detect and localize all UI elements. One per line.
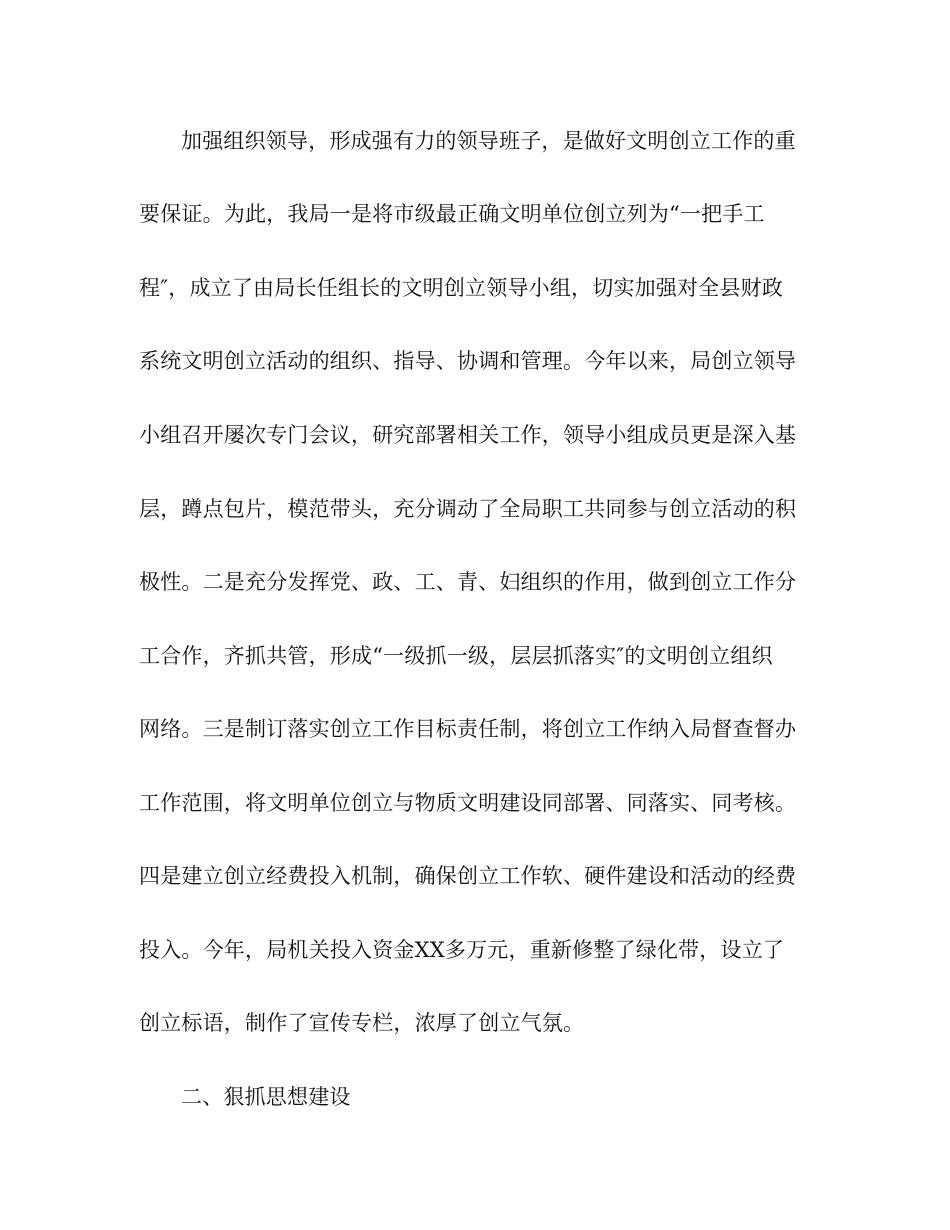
paragraph-line-1: 加强组织领导，形成强有力的领导班子，是做好文明创立工作的重 — [181, 129, 796, 153]
paragraph-line-7: 极性。二是充分发挥党、政、工、青、妇组织的作用，做到创立工作分 — [139, 570, 797, 594]
paragraph-line-5: 小组召开屡次专门会议，研究部署相关工作，领导小组成员更是深入基 — [139, 423, 797, 447]
paragraph-line-10: 工作范围，将文明单位创立与物质文明建设同部署、同落实、同考核。 — [139, 791, 797, 815]
paragraph-line-12: 投入。今年，局机关投入资金XX多万元，重新修整了绿化带，设立了 — [139, 938, 785, 962]
section-heading: 二、狠抓思想建设 — [181, 1085, 351, 1109]
paragraph-line-13: 创立标语，制作了宣传专栏，浓厚了创立气氛。 — [139, 1011, 585, 1035]
paragraph-line-6: 层，蹲点包片，模范带头，充分调动了全局职工共同参与创立活动的积 — [139, 497, 797, 521]
paragraph-line-2: 要保证。为此，我局一是将市级最正确文明单位创立列为“一把手工 — [139, 202, 765, 226]
paragraph-line-9: 网络。三是制订落实创立工作目标责任制，将创立工作纳入局督查督办 — [139, 717, 797, 741]
paragraph-line-3: 程″，成立了由局长任组长的文明创立领导小组，切实加强对全县财政 — [139, 276, 784, 300]
paragraph-line-8: 工合作，齐抓共管，形成“一级抓一级，层层抓落实″的文明创立组织 — [139, 644, 773, 668]
paragraph-line-4: 系统文明创立活动的组织、指导、协调和管理。今年以来，局创立领导 — [139, 349, 797, 373]
paragraph-line-11: 四是建立创立经费投入机制，确保创立工作软、硬件建设和活动的经费 — [139, 864, 797, 888]
